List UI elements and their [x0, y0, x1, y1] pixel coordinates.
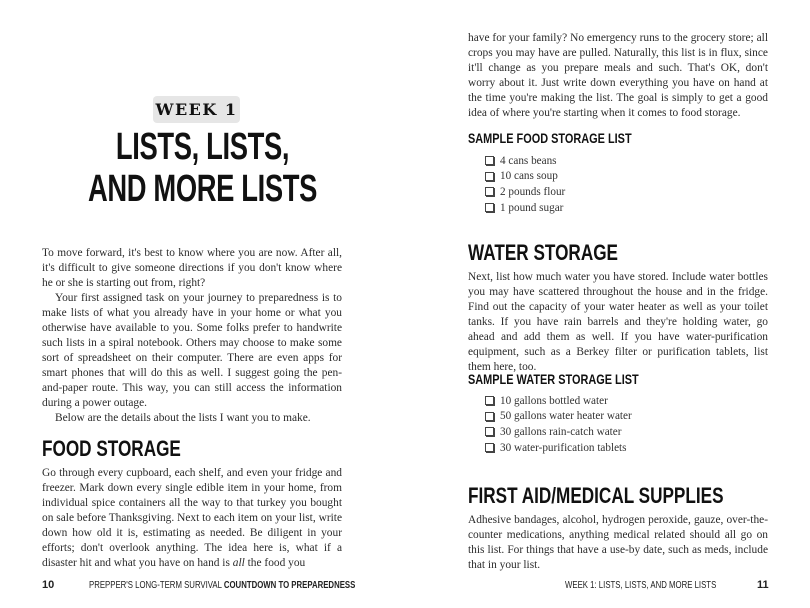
checkbox-icon[interactable]: [485, 412, 494, 421]
checklist-item: 50 gallons water heater water: [485, 409, 632, 425]
sample-water-list-heading: SAMPLE WATER STORAGE LIST: [468, 371, 639, 387]
right-page: [405, 0, 810, 608]
right-footer: [757, 575, 769, 593]
chapter-title-line-1: LISTS, LISTS,: [115, 126, 290, 168]
checklist-item: 2 pounds flour: [485, 184, 565, 200]
water-storage-text: Next, list how much water you have stored. Include water bottles you may have scattered throughout the house and in the fridge. Find out the capacity of your water heater as well as your toilet tanks. If you have rain barrels and they're holding water, go ahead and add them as well. If you have water-purification equipment, such as a Berkey filter or purification tablets, list them here, too.: [468, 271, 768, 373]
first-aid-text: Adhesive bandages, alcohol, hydrogen peroxide, gauze, over-the-counter medications, anything medical related should all go on this list. For things that have a use-by date, such as meds, include that in your list.: [468, 514, 768, 571]
checklist-item: 10 gallons bottled water: [485, 393, 632, 409]
checklist-item: 1 pound sugar: [485, 200, 565, 216]
checkbox-icon[interactable]: [485, 443, 494, 452]
checkbox-icon[interactable]: [485, 172, 494, 181]
checklist-item: 4 cans beans: [485, 153, 565, 169]
intro-paragraph: Your first assigned task on your journey to preparedness is to make lists of what you already have in your home or what you otherwise have available to you. Some folks prefer to handwrite such lists in a spiral notebook. Others may choose to make some sort of spreadsheet on their computer. There are even apps for smart phones that will do this as well. I suggest going the pen-and-paper route. This way, you can still access the information during a power outage.: [42, 292, 342, 409]
chapter-title: [0, 126, 405, 210]
intro-paragraph: Below are the details about the lists I want you to make.: [55, 412, 311, 424]
checkbox-icon[interactable]: [485, 396, 494, 405]
checkbox-icon[interactable]: [485, 187, 494, 196]
food-storage-heading: FOOD STORAGE: [42, 436, 181, 461]
intro-text: [42, 246, 342, 426]
checkbox-icon[interactable]: [485, 427, 494, 436]
left-running-head: PREPPER'S LONG-TERM SURVIVAL COUNTDOWN TO PREPAREDNESS: [89, 580, 356, 591]
right-running-head: WEEK 1: LISTS, LISTS, AND MORE LISTS: [565, 580, 717, 591]
checklist-item: 30 water-purification tablets: [485, 440, 632, 456]
checkbox-icon[interactable]: [485, 156, 494, 165]
page-number: 11: [757, 579, 769, 591]
water-storage-heading: WATER STORAGE: [468, 240, 619, 265]
sample-food-list-heading: SAMPLE FOOD STORAGE LIST: [468, 130, 632, 146]
week-badge: [153, 96, 240, 123]
food-storage-continued-text: have for your family? No emergency runs to the grocery store; all crops you may have are pulled. Naturally, this list is in flux, since it'll change as you prepare meals and such. That's OK, don't worry about it. Just write down everything you have on hand at the time you're making the list. The goal is simply to get a good idea of where you're starting when it comes to food storage.: [468, 32, 768, 119]
sample-water-checklist: [485, 393, 632, 455]
checklist-item: 30 gallons rain-catch water: [485, 424, 632, 440]
emphasis-all: all: [232, 557, 245, 569]
checkbox-icon[interactable]: [485, 203, 494, 212]
page-number: 10: [42, 579, 55, 591]
checklist-item: 10 cans soup: [485, 169, 565, 185]
sample-food-checklist: [485, 153, 565, 215]
left-footer: [42, 575, 54, 593]
first-aid-heading: FIRST AID/MEDICAL SUPPLIES: [468, 483, 724, 508]
intro-paragraph: To move forward, it's best to know where you are now. After all, it's difficult to give someone directions if you don't know where he or she is starting out from, right?: [42, 247, 342, 289]
week-badge-label: WEEK 1: [155, 100, 238, 119]
food-storage-text: Go through every cupboard, each shelf, and even your fridge and freezer. Mark down every single edible item in your home, from individual spice containers all the way to that turkey you bought on sale before Thanksgiving. Next to each item on your list, write down how old it is, estimating as needed. Be diligent in your efforts; don't overlook anything. The idea here is, what if a disaster hit and what you have on hand is all the food you: [42, 467, 342, 569]
chapter-title-line-2: AND MORE LISTS: [87, 168, 318, 210]
